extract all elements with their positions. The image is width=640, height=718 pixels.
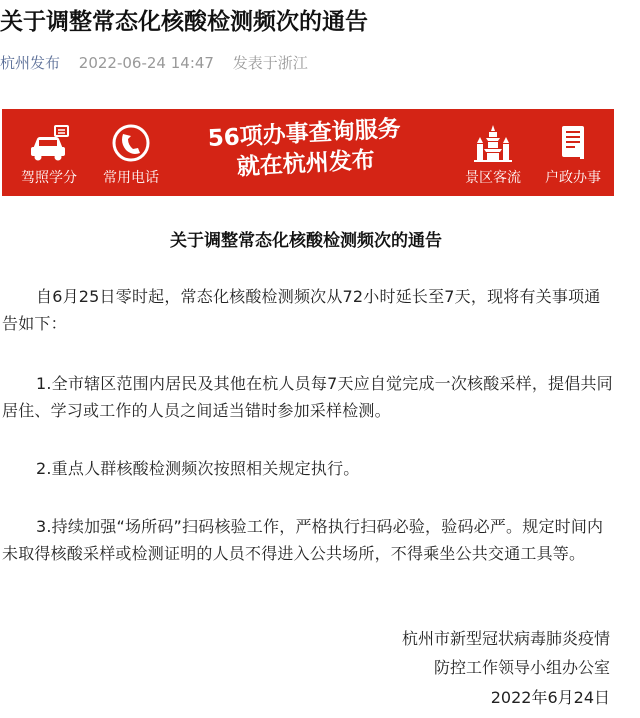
publish-time: 2022-06-24 14:47 (78, 54, 214, 72)
service-driving-points[interactable] (4, 123, 94, 187)
notice-date: 2022年6月24日 (490, 688, 610, 707)
phone-icon (109, 123, 153, 163)
slogan-line-2: 就在杭州发布 (236, 147, 376, 181)
notice-item-1: 1.全市辖区范围内居民及其他在杭人员每7天应自觉完成一次核酸采样，提倡共同居住、学习或工作的人员之间适当错时参加采样检测。 (2, 374, 613, 420)
service-label: 常用电话 (103, 170, 159, 186)
service-label: 景区客流 (465, 170, 521, 186)
car-icon (27, 123, 71, 163)
service-phone[interactable] (86, 123, 176, 187)
notice-item-3: 3.持续加强“场所码”扫码核验工作，严格执行扫码必验，验码必严。规定时间内未取得核酸采样或检测证明的人员不得进入公共场所，不得乘坐公共交通工具等。 (2, 517, 604, 563)
service-banner[interactable] (2, 109, 614, 196)
service-label: 户政办事 (545, 170, 601, 186)
signature-line-1: 杭州市新型冠状病毒肺炎疫情 (401, 629, 610, 648)
publish-location: 发表于浙江 (232, 54, 308, 72)
slogan-line-1: 56项办事查询服务 (207, 115, 402, 153)
notice-heading: 关于调整常态化核酸检测频次的通告 (170, 231, 442, 251)
source-link[interactable]: 杭州发布 (0, 54, 61, 72)
notice-item-2: 2.重点人群核酸检测频次按照相关规定执行。 (36, 459, 360, 478)
document-icon (551, 123, 595, 163)
signature-line-2: 防控工作领导小组办公室 (433, 658, 610, 677)
article-meta (0, 52, 308, 74)
banner-slogan (169, 112, 442, 186)
notice-intro: 自6月25日零时起，常态化核酸检测频次从72小时延长至7天，现将有关事项通告如下： (2, 287, 601, 333)
pagoda-icon (471, 123, 515, 163)
service-label: 驾照学分 (21, 170, 77, 186)
article-title: 关于调整常态化核酸检测频次的通告 (0, 9, 368, 35)
service-scenic-flow[interactable] (448, 123, 538, 187)
service-household[interactable] (528, 123, 614, 187)
